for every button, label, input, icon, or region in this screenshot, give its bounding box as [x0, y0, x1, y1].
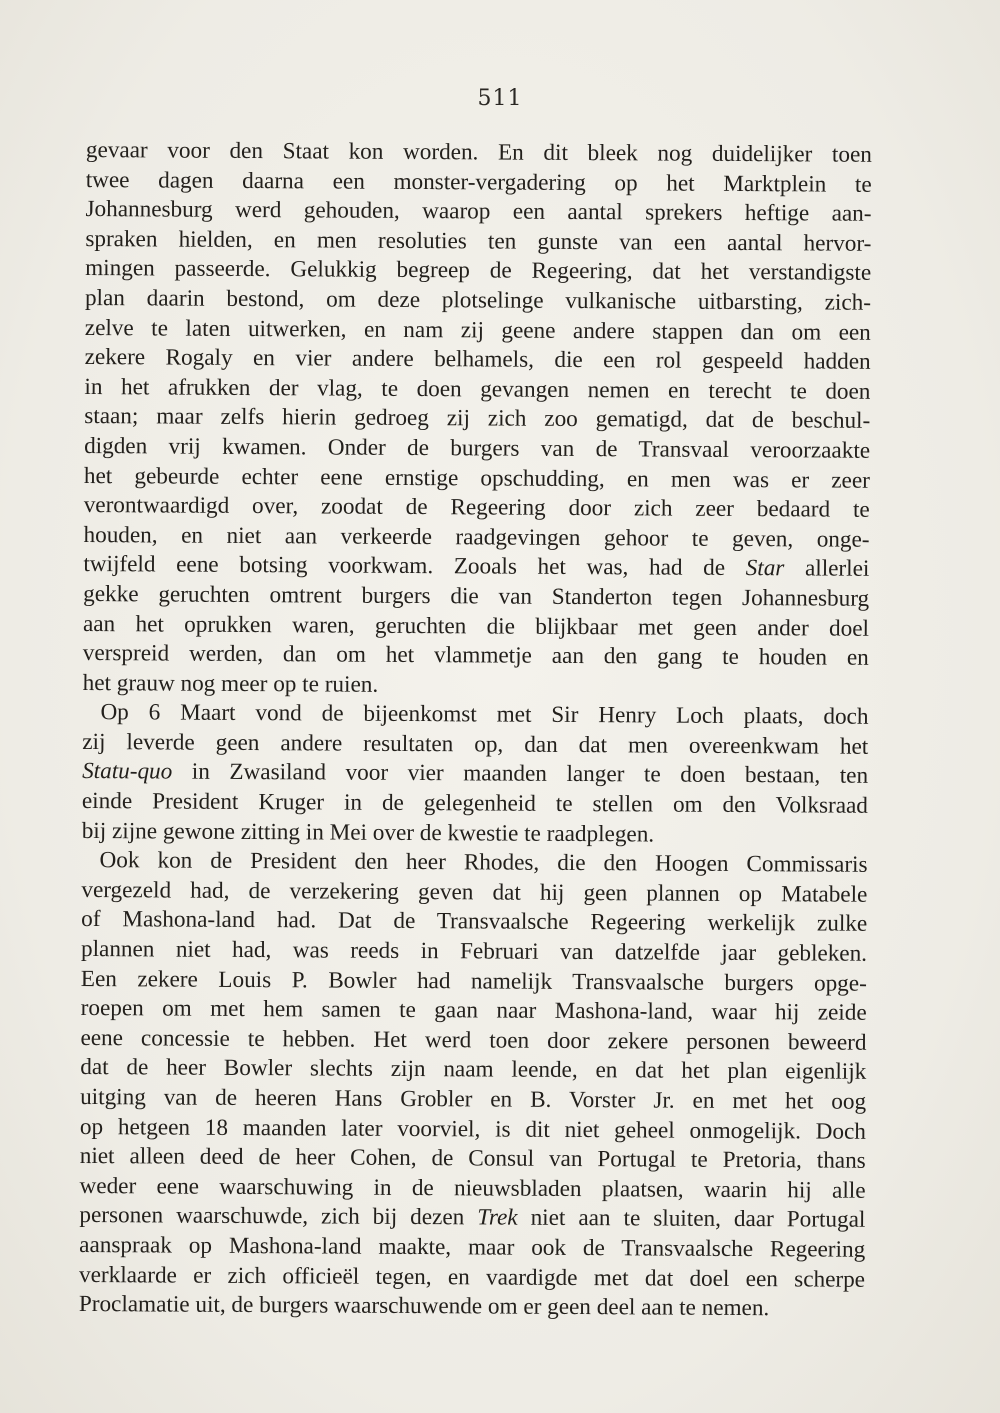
text-run: het grauw nog meer op te ruien.: [82, 669, 379, 698]
text-run: op hetgeen 18 maanden later voorviel, is dit niet geheel onmogelijk. Doch: [79, 1113, 867, 1145]
text-line: [81, 905, 867, 939]
text-line: [79, 1261, 865, 1295]
italic-term: Trek: [477, 1204, 518, 1232]
text-line: [81, 876, 867, 910]
text-run: Johannesburg werd gehouden, waarop een aantal sprekers heftige aan-: [85, 196, 872, 227]
text-run: vergezeld had, de verzekering geven dat hij geen plannen op Matabele: [81, 876, 868, 908]
text-line: [84, 402, 870, 436]
text-line: [83, 521, 869, 555]
text-line: [82, 728, 868, 762]
text-run: digden vrij kwamen. Onder de burgers van de Transvaal veroorzaakte: [84, 432, 871, 464]
text-line: [85, 314, 871, 348]
text-line: [81, 846, 867, 880]
text-line: [84, 432, 870, 466]
text-line: [83, 580, 869, 614]
text-line: [80, 1113, 866, 1147]
text-line: [83, 550, 869, 584]
text-run: bij zijne gewone zitting in Mei over de kwestie te raadplegen.: [81, 817, 655, 848]
text-line: [85, 225, 871, 259]
text-run: Op 6 Maart vond de bijeenkomst met Sir Henry Loch plaats, doch: [100, 699, 869, 731]
text-line: [80, 1142, 866, 1176]
text-line: [83, 639, 869, 673]
text-run: aan het oprukken waren, geruchten die blijkbaar met geen ander doel: [82, 610, 870, 642]
text-line: [82, 757, 868, 791]
text-run: Proclamatie uit, de burgers waarschuwende om er geen deel aan te nemen.: [78, 1291, 770, 1322]
italic-term: Statu-quo: [82, 758, 173, 786]
text-line: [86, 136, 872, 170]
text-line: [83, 669, 869, 703]
text-line: [80, 1083, 866, 1117]
text-run: houden, en niet aan verkeerde raadgevingen gehoor te geven, onge-: [83, 521, 870, 553]
text-run: Een zekere Louis P. Bowler had namelijk Transvaalsche burgers opge-: [80, 965, 867, 997]
text-line: [82, 817, 868, 851]
text-run: zekere Rogaly en vier andere belhamels, die een rol gespeeld hadden: [84, 344, 871, 375]
text-line: [82, 698, 868, 732]
text-line: [83, 609, 869, 643]
paragraph: [83, 136, 872, 703]
text-run: gekke geruchten omtrent burgers die van Standerton tegen Johannesburg: [83, 580, 870, 612]
text-run: eene concessie te hebben. Het werd toen door zekere personen beweerd: [80, 1024, 867, 1056]
text-run: plan daarin bestond, om deze plotselinge vulkanische uitbarsting, zich-: [84, 284, 872, 316]
text-line: [81, 935, 867, 969]
text-line: [84, 373, 870, 407]
text-run: personen waarschuwde, zich bij dezen: [79, 1202, 478, 1231]
text-line: [81, 965, 867, 999]
text-run: zelve te laten uitwerken, en nam zij geene andere stappen dan om een: [84, 314, 871, 346]
text-line: [82, 787, 868, 821]
text-run: verontwaardigd over, zoodat de Regeering door zich zeer bedaard te: [83, 492, 870, 523]
text-line: [79, 1290, 865, 1324]
text-line: [85, 284, 871, 318]
text-run: allerlei: [784, 555, 870, 583]
text-run: plannen niet had, was reeds in Februari van datzelfde jaar gebleken.: [80, 936, 868, 967]
text-run: niet aan te sluiten, daar Portugal: [517, 1205, 866, 1234]
text-run: twee dagen daarna een monster-vergadering op het Marktplein te: [85, 166, 872, 198]
text-run: Ook kon de President den heer Rhodes, die den Hoogen Commissaris: [99, 847, 868, 879]
text-run: verklaarde er zich officieël tegen, en vaardigde met dat doel een scherpe: [78, 1261, 866, 1293]
text-line: [85, 343, 871, 377]
text-line: [80, 1024, 866, 1058]
text-run: twijfeld eene botsing voorkwam. Zooals het was, had de: [83, 551, 746, 582]
text-line: [79, 1201, 865, 1235]
text-run: uitging van de heeren Hans Grobler en B. Vorster Jr. en met het oog: [80, 1083, 867, 1115]
text-run: het gebeurde echter eene ernstige opschudding, en men was er zeer: [83, 462, 870, 494]
text-run: aanspraak op Mashona-land maakte, maar ook de Transvaalsche Regeering: [79, 1231, 866, 1263]
text-run: verspreid werden, dan om het vlammetje aan den gang te houden en: [82, 640, 869, 671]
text-run: weder eene waarschuwing in de nieuwsbladen plaatsen, waarin hij alle: [79, 1172, 866, 1204]
text-line: [85, 254, 871, 288]
text-run: niet alleen deed de heer Cohen, de Consul van Portugal te Pretoria, thans: [79, 1143, 866, 1174]
text-run: spraken hielden, en men resoluties ten gunste van een aantal hervor-: [85, 225, 872, 257]
text-line: [84, 491, 870, 525]
text-run: mingen passeerde. Gelukkig begreep de Regeering, dat het verstandigste: [85, 255, 872, 287]
text-line: [85, 195, 871, 229]
text-line: [79, 1172, 865, 1206]
page-number: 511: [477, 86, 523, 111]
text-run: gevaar voor den Staat kon worden. En dit bleek nog duidelijker toen: [85, 136, 872, 168]
body-text: [79, 136, 872, 1325]
text-run: einde President Kruger in de gelegenheid te stellen om den Volksraad: [81, 788, 869, 819]
text-run: of Mashona-land had. Dat de Transvaalsche Regeering werkelijk zulke: [81, 906, 868, 938]
text-line: [79, 1231, 865, 1265]
text-line: [80, 1053, 866, 1087]
italic-term: Star: [745, 555, 785, 582]
text-run: roepen om met hem samen te gaan naar Mashona-land, waar hij zeide: [80, 995, 867, 1027]
text-run: in het afrukken der vlag, te doen gevangen nemen en terecht te doen: [84, 373, 871, 405]
paragraph: [82, 698, 869, 851]
text-line: [84, 462, 870, 496]
text-run: dat de heer Bowler slechts zijn naam leende, en dat het plan eigenlijk: [80, 1054, 867, 1086]
text-run: zij leverde geen andere resultaten op, dan dat men overeenkwam het: [82, 728, 869, 760]
text-run: in Zwasiland voor vier maanden langer te doen bestaan, ten: [172, 759, 869, 790]
text-line: [81, 994, 867, 1028]
text-run: staan; maar zelfs hierin gedroeg zij zich zoo gematigd, dat de beschul-: [84, 403, 871, 435]
text-line: [86, 166, 872, 200]
paragraph: [79, 846, 868, 1324]
